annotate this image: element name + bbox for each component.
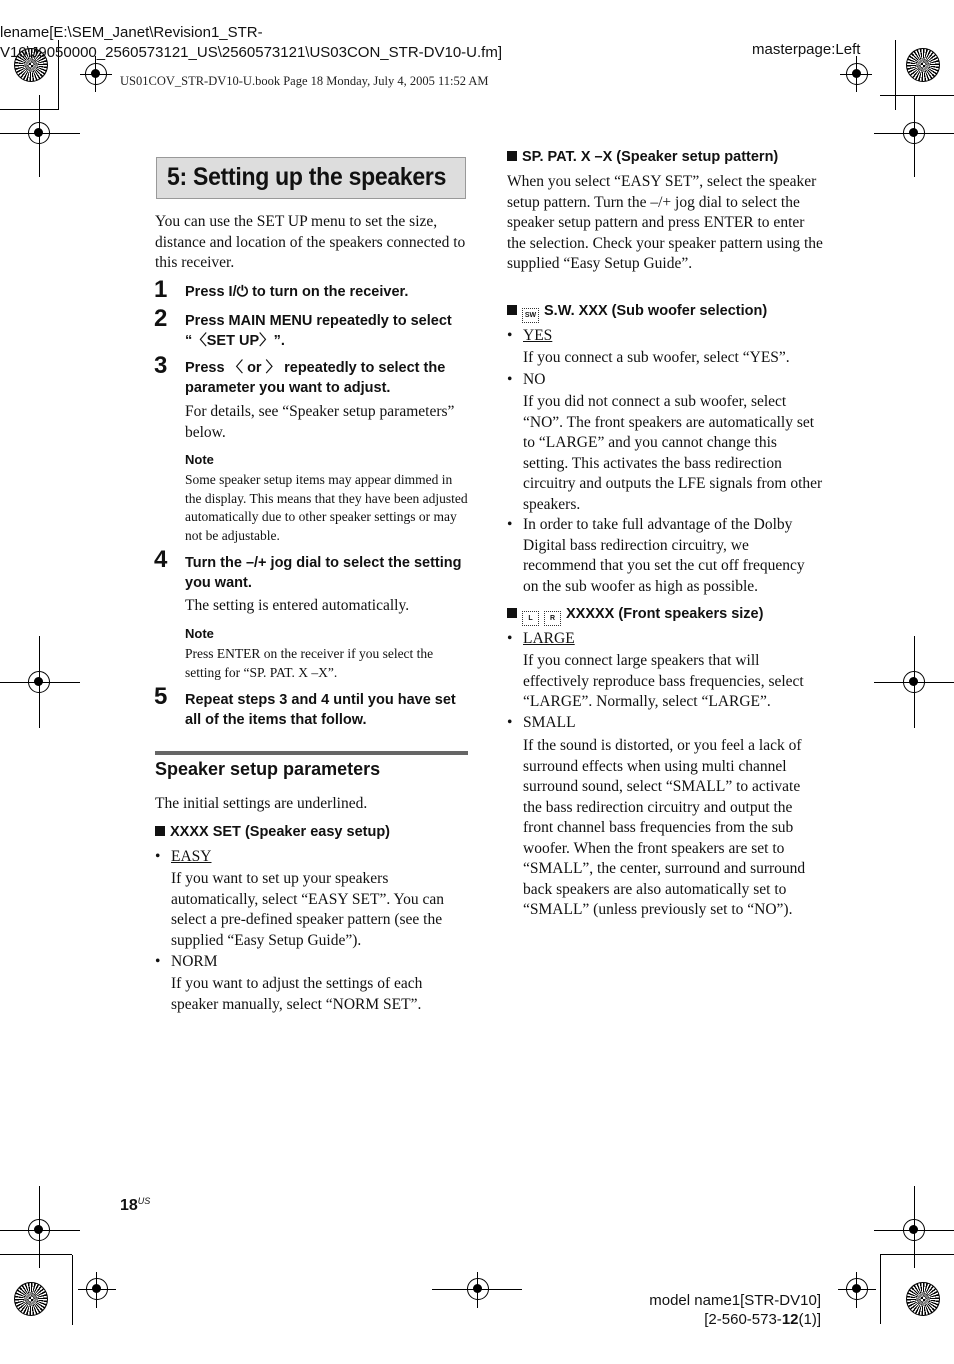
option-yes-text: If you connect a sub woofer, select “YES”. (523, 349, 790, 366)
note-heading: Note (185, 626, 214, 641)
param-heading-front (507, 606, 763, 626)
page-number-value: 18 (120, 1197, 138, 1214)
subwoofer-icon: SW (522, 308, 539, 323)
step-5-text: Repeat steps 3 and 4 until you have set all of the items that follow. (185, 692, 456, 728)
footer-code (600, 1310, 821, 1330)
option-norm-text: If you want to adjust the settings of each speaker manually, select “NORM SET”. (171, 975, 423, 1013)
intro-paragraph: You can use the SET UP menu to set the size, distance and location of the speakers connected to this receiver. (155, 213, 466, 271)
note-2-text: Press ENTER on the receiver if you select the setting for “SP. PAT. X –X”. (185, 646, 434, 680)
dolby-text: In order to take full advantage of the Dolby Digital bass redirection circuitry, we recommend that you set the cut off frequency on the sub woofer as high as possible. (523, 516, 805, 595)
param-heading-sp-pat (507, 149, 778, 165)
option-small-text: If the sound is distorted, or you feel a lack of surround effects when using multi channel surround sound, select “SMALL” to activate the bass redirection circuitry and output the front channel bass frequencies from the sub woofer. When the front speakers are set to “SMALL”, the center, surround and surround back speakers are also automatically set to “SMALL” (unless previously set to “NO”). (523, 737, 806, 918)
registration-mark-icon (28, 122, 50, 144)
step-1-text: Press I/⏻ to turn on the receiver. (185, 284, 409, 300)
square-bullet-icon (507, 608, 517, 618)
option-large (523, 629, 575, 650)
bullet-dot: • (155, 953, 161, 970)
bullet-dot: • (507, 714, 513, 731)
bullet-dot: • (155, 848, 161, 865)
crop-mark (880, 1254, 881, 1324)
step-3-detail: For details, see “Speaker setup parameters” below. (185, 403, 455, 441)
page-number (120, 1196, 150, 1215)
registration-mark-icon (846, 63, 868, 85)
front-left-speaker-icon: L (522, 611, 539, 626)
option-norm: NORM (171, 953, 218, 970)
registration-disc-icon (906, 1282, 940, 1316)
step-number: 3 (154, 352, 168, 379)
section-rule (155, 751, 468, 755)
square-bullet-icon (507, 151, 517, 161)
registration-mark-icon (846, 1278, 868, 1300)
option-label: YES (523, 327, 553, 344)
param-heading-text: SP. PAT. X –X (Speaker setup pattern) (522, 149, 779, 165)
step-3-text: Press 〈 or 〉 repeatedly to select the parameter you want to adjust. (185, 360, 446, 396)
book-info-line: US01COV_STR-DV10-U.book Page 18 Monday, July 4, 2005 11:52 AM (120, 74, 489, 88)
code-bold: 12 (781, 1311, 799, 1328)
registration-mark-icon (85, 63, 107, 85)
param-heading-xxxx-set (155, 824, 390, 840)
code-prefix: [2-560-573- (704, 1311, 782, 1328)
page-region-suffix: US (137, 1196, 151, 1206)
option-label: LARGE (523, 630, 575, 647)
step-number: 5 (154, 683, 168, 710)
masterpage-label: masterpage:Left (752, 41, 861, 58)
crop-mark (0, 1254, 72, 1255)
crop-mark (880, 95, 954, 96)
param-heading-text: XXXX SET (Speaker easy setup) (170, 824, 391, 840)
section-heading: Speaker setup parameters (155, 759, 381, 779)
filename-line-1: lename[E:\SEM_Janet\Revision1_STR- (0, 24, 263, 41)
param-heading-text: S.W. XXX (Sub woofer selection) (544, 303, 768, 319)
step-number: 4 (154, 546, 168, 573)
crop-mark (72, 1255, 73, 1325)
registration-mark-icon (28, 1219, 50, 1241)
section-title-box (156, 157, 466, 199)
registration-mark-icon (903, 671, 925, 693)
square-bullet-icon (155, 826, 165, 836)
params-intro: The initial settings are underlined. (155, 795, 368, 812)
registration-mark-icon (86, 1278, 108, 1300)
bullet-dot: • (507, 516, 513, 533)
page-title: 5: Setting up the speakers (167, 163, 447, 191)
step-2-text: Press MAIN MENU repeatedly to select “〈SET UP〉”. (185, 313, 452, 349)
registration-mark-icon (903, 1219, 925, 1241)
footer-model: model name1[STR-DV10] (649, 1292, 821, 1309)
bullet-dot: • (507, 371, 513, 388)
registration-disc-icon (906, 48, 940, 82)
step-4-detail: The setting is entered automatically. (185, 597, 410, 614)
option-no-text: If you did not connect a sub woofer, select “NO”. The front speakers are automatically set to “LARGE” and you cannot change this setting. This activates the bass redirection circuitry and outputs the LFE signals from other speakers. (523, 393, 823, 513)
crop-mark (880, 1254, 954, 1255)
option-easy-text: If you want to set up your speakers automatically, select “EASY SET”. You can select a pre-defined speaker pattern (see the supplied “Easy Setup Guide”). (171, 870, 445, 949)
step-number: 2 (154, 305, 168, 332)
registration-mark-icon (903, 122, 925, 144)
sp-pat-text: When you select “EASY SET”, select the speaker setup pattern. Turn the –/+ jog dial to select the speaker setup pattern and press ENTER to enter the selection. Check your speaker pattern using the supplied “Easy Setup Guide”. (507, 173, 823, 272)
note-heading: Note (185, 452, 214, 467)
front-right-speaker-icon: R (544, 611, 561, 626)
option-yes (523, 326, 552, 347)
param-heading-text: XXXXX (Front speakers size) (566, 606, 764, 622)
option-label: EASY (171, 848, 212, 865)
bullet-dot: • (507, 327, 513, 344)
option-no: NO (523, 371, 546, 388)
registration-mark-icon (28, 671, 50, 693)
step-4-text: Turn the –/+ jog dial to select the setting you want. (185, 555, 462, 591)
bullet-dot: • (507, 630, 513, 647)
crop-mark (895, 40, 896, 110)
code-suffix: (1)] (798, 1311, 821, 1328)
square-bullet-icon (507, 305, 517, 315)
param-heading-sw (507, 303, 767, 323)
option-small: SMALL (523, 714, 576, 731)
filename-line-2: V10\J9050000_2560573121_US\2560573121\US03CON_STR-DV10-U.fm] (0, 44, 502, 61)
option-large-text: If you connect large speakers that will effectively reproduce bass frequencies, select “LARGE”. Normally, select “LARGE”. (523, 652, 804, 710)
registration-disc-icon (14, 1282, 48, 1316)
option-easy (171, 847, 211, 868)
crop-mark (0, 109, 58, 110)
step-number: 1 (154, 276, 168, 303)
registration-mark-icon (467, 1278, 489, 1300)
note-1-text: Some speaker setup items may appear dimmed in the display. This means that they have been adjusted automatically due to other speaker settings or may not be adjustable. (185, 472, 468, 543)
